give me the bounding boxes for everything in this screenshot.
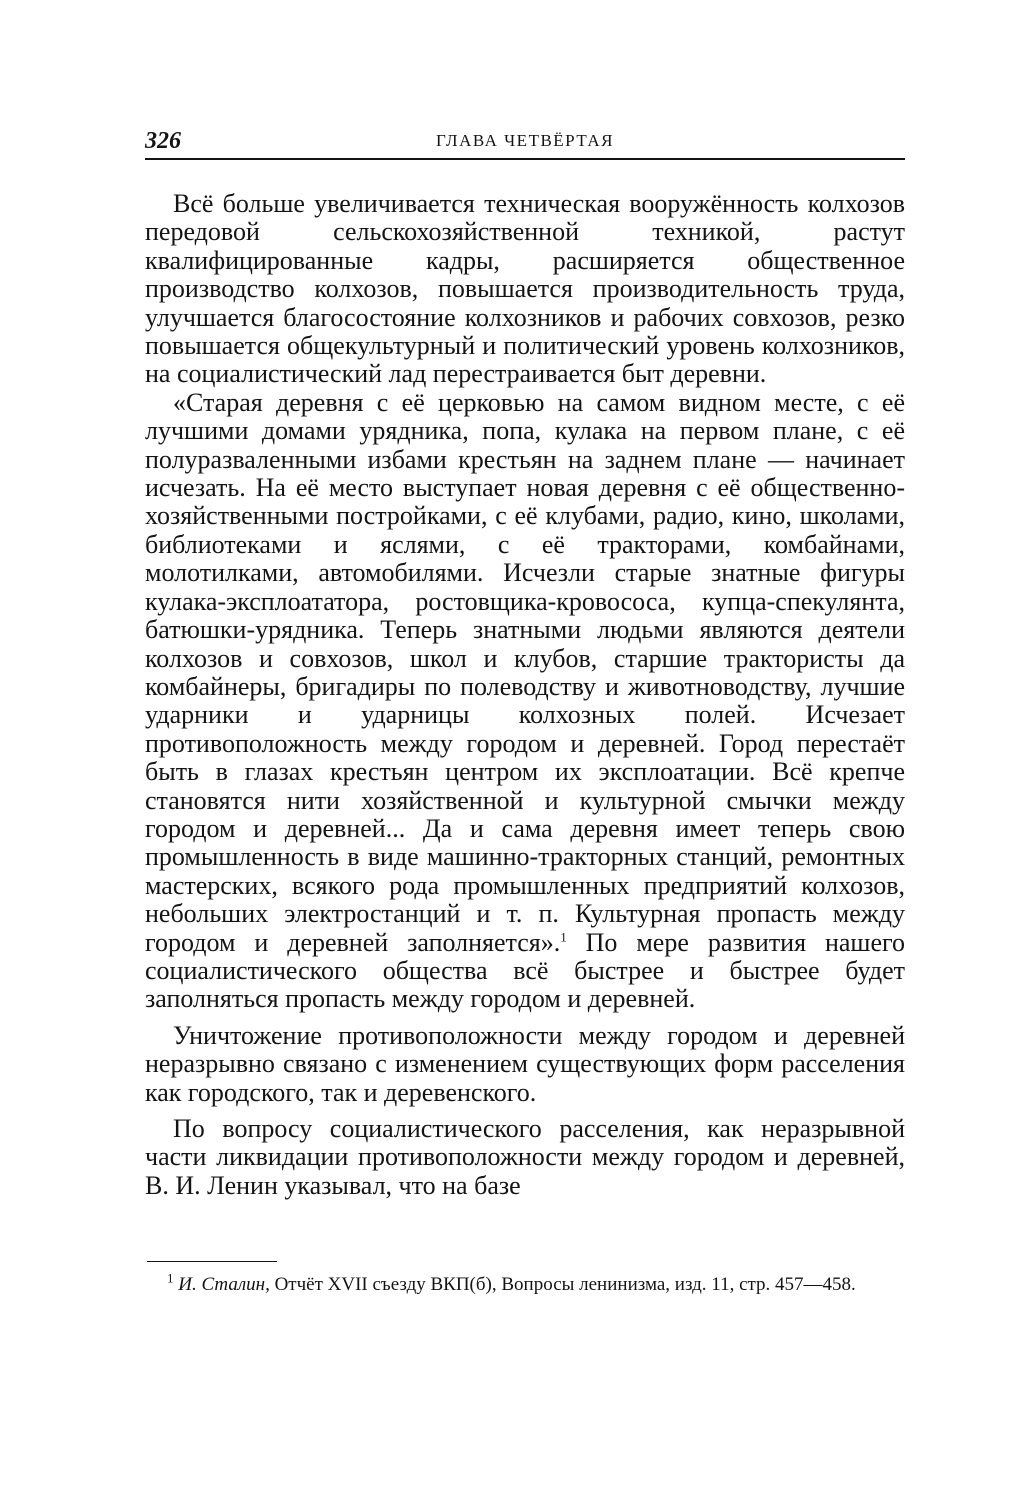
header-rule [145, 158, 905, 160]
body-text [145, 190, 905, 1200]
paragraph-2-quote [145, 389, 905, 1014]
footnote-rule [147, 1261, 277, 1262]
quote-text: «Старая деревня с её церковью на самом видном месте, с её лучшими домами урядника, попа, кулака на первом плане, с её полуразваленными избами крестьян на заднем плане — начинает исчезать. На её место выступает новая деревня с её общественно-хозяйственными постройками, с её клубами, радио, кино, школами, библиотеками и яслями, с её тракторами, комбайнами, молотилками, автомобилями. Исчезли старые знатные фигуры кулака-эксплоататора, ростовщика-кровососа, купца-спекулянта, батюшки-урядника. Теперь знатными людьми являются деятели колхозов и совхозов, школ и клубов, старшие трактористы да комбайнеры, бригадиры по полеводству и животноводству, лучшие ударники и ударницы колхозных полей. Исчезает противоположность между городом и деревней. Город перестаёт быть в глазах крестьян центром их эксплоатации. Всё крепче становятся нити хозяйственной и культурной смычки между городом и деревней... Да и сама деревня имеет теперь свою промышленность в виде машинно-тракторных станций, ремонтных мастерских, всякого рода промышленных предприятий колхозов, небольших электростанций и т. п. Культурная пропасть между городом и деревней заполняется». [145, 387, 905, 957]
running-head: ГЛАВА ЧЕТВЁРТАЯ [435, 131, 614, 150]
footnote-author: И. Сталин, [178, 1274, 270, 1295]
footnote-reference: 1 [560, 928, 567, 944]
paragraph-4: По вопросу социалистического расселения, как неразрывной части ликвидации противоположности между городом и деревней, В. И. Ленин указывал, что на базе [145, 1114, 905, 1200]
page-header [145, 128, 905, 158]
footnote [145, 1272, 905, 1298]
quote-continuation: По мере развития нашего социалистического общества всё быстрее и быстрее будет заполняться пропасть между городом и деревней. [145, 927, 906, 1014]
footnote-number: 1 [167, 1270, 174, 1286]
footnote-text: Отчёт XVII съезду ВКП(б), Вопросы ленинизма, изд. 11, стр. 457—458. [274, 1274, 856, 1295]
page-number: 326 [145, 128, 181, 154]
paragraph-3: Уничтожение противоположности между городом и деревней неразрывно связано с изменением существующих форм расселения как городского, так и деревенского. [145, 1020, 905, 1107]
paragraph-1: Всё больше увеличивается техническая вооружённость колхозов передовой сельскохозяйственной техникой, растут квалифицированные кадры, расширяется общественное производство колхозов, повышается производительность труда, улучшается благосостояние колхозников и рабочих совхозов, резко повышается общекультурный и политический уровень колхозников, на социалистический лад перестраивается быт деревни. [145, 189, 905, 389]
